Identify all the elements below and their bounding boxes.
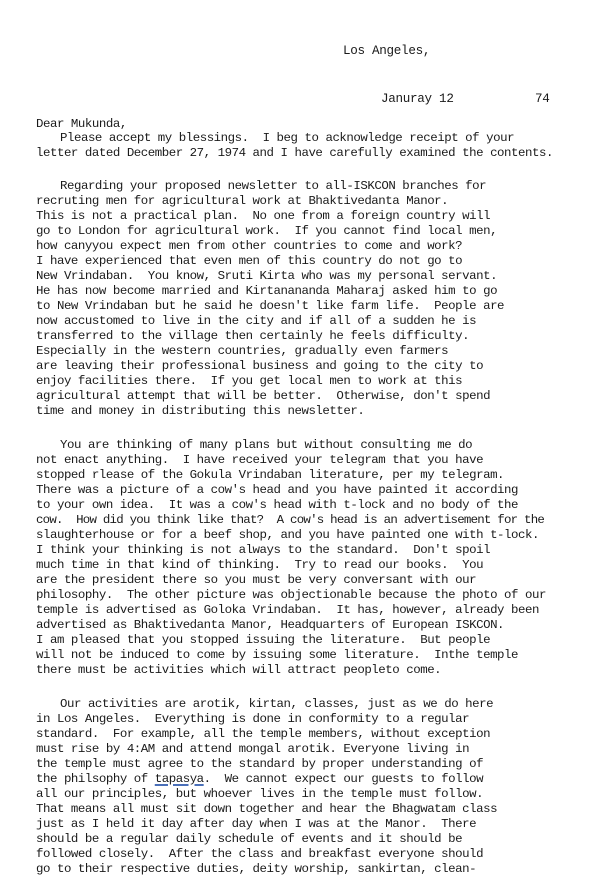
paragraph-3-line: I think your thinking is not always to the standard. Don't spoil <box>36 543 491 557</box>
paragraph-3-line: You are thinking of many plans but without consulting me do <box>60 438 473 452</box>
paragraph-3-line: philosophy. The other picture was objectionable because the photo of our <box>36 588 546 602</box>
paragraph-2-line: enjoy facilities there. If you get local men to work at this <box>36 374 463 388</box>
paragraph-3-line: cow. How did you think like that? A cow's head is an advertisement for the <box>36 513 545 527</box>
paragraph-3-line: to your own idea. It was a cow's head with t-lock and no body of the <box>36 498 519 512</box>
paragraph-2-line: transferred to the village then certainly he feels difficulty. <box>36 329 470 343</box>
paragraph-3-line: I am pleased that you stopped issuing the literature. But people <box>36 633 491 647</box>
paragraph-2-line: Regarding your proposed newsletter to all-ISKCON branches for <box>60 179 487 193</box>
tapasya-underlined-word: tapasya <box>154 772 204 786</box>
paragraph-2-line: He has now become married and Kirtanananda Maharaj asked him to go <box>36 284 498 298</box>
paragraph-4-line: followed closely. After the class and breakfast everyone should <box>36 847 484 861</box>
paragraph-4-line: That means all must sit down together and hear the Bhagwatam class <box>36 802 498 816</box>
paragraph-1-line: Please accept my blessings. I beg to acknowledge receipt of your <box>60 131 515 145</box>
paragraph-2-line: I have experienced that even men of this country do not go to <box>36 254 463 268</box>
paragraph-4-line: in Los Angeles. Everything is done in conformity to a regular <box>36 712 470 726</box>
tapasya-prefix: the philsophy of <box>36 772 155 786</box>
paragraph-4-line: all our principles, but whoever lives in the temple must follow. <box>36 787 484 801</box>
paragraph-4-line: Our activities are arotik, kirtan, classes, just as we do here <box>60 697 494 711</box>
paragraph-3-line: will not be induced to come by issuing some literature. Inthe temple <box>36 648 519 662</box>
letter-date: Januray 12 <box>381 92 454 106</box>
paragraph-2-line: recruting men for agricultural work at Bhaktivedanta Manor. <box>36 194 449 208</box>
letter-place: Los Angeles, <box>343 44 431 58</box>
paragraph-3-line: much time in that kind of thinking. Try to read our books. You <box>36 558 484 572</box>
paragraph-3-line: slaughterhouse or for a beef shop, and you have painted one with t-lock. <box>36 528 539 542</box>
paragraph-4-line: go to their respective duties, deity worship, sankirtan, clean- <box>36 862 477 876</box>
paragraph-4-line: must rise by 4:AM and attend mongal arotik. Everyone living in <box>36 742 470 756</box>
paragraph-4-line: standard. For example, all the temple members, without exception <box>36 727 491 741</box>
paragraph-3-line: advertised as Bhaktivedanta Manor, Headquarters of European ISKCON. <box>36 618 505 632</box>
page-number: 74 <box>535 92 550 106</box>
tapasya-suffix: . We cannot expect our guests to follow <box>203 772 484 786</box>
paragraph-3-line: there must be activities which will attract peopleto come. <box>36 663 442 677</box>
paragraph-4-line: the temple must agree to the standard by proper understanding of <box>36 757 484 771</box>
paragraph-2-line: Especially in the western countries, gradually even farmers <box>36 344 449 358</box>
paragraph-3-line: stopped rlease of the Gokula Vrindaban literature, per my telegram. <box>36 468 505 482</box>
paragraph-2-line: This is not a practical plan. No one from a foreign country will <box>36 209 491 223</box>
paragraph-3-line: temple is advertised as Goloka Vrindaban. It has, however, already been <box>36 603 539 617</box>
paragraph-3-line: There was a picture of a cow's head and you have painted it according <box>36 483 519 497</box>
paragraph-2-line: to New Vrindaban but he said he doesn't like farm life. People are <box>36 299 505 313</box>
paragraph-2-line: time and money in distributing this newsletter. <box>36 404 365 418</box>
salutation: Dear Mukunda, <box>36 117 127 131</box>
paragraph-3-line: are the president there so you must be very conversant with our <box>36 573 477 587</box>
paragraph-2-line: how canyyou expect men from other countries to come and work? <box>36 239 463 253</box>
paragraph-2-line: agricultural attempt that will be better. Otherwise, don't spend <box>36 389 491 403</box>
paragraph-1-line: letter dated December 27, 1974 and I have carefully examined the contents. <box>36 146 553 160</box>
paragraph-4-line: just as I held it day after day when I was at the Manor. There <box>36 817 477 831</box>
paragraph-2-line: now accustomed to live in the city and if all of a sudden he is <box>36 314 477 328</box>
paragraph-4-line <box>36 772 483 788</box>
paragraph-2-line: go to London for agricultural work. If you cannot find local men, <box>36 224 498 238</box>
paragraph-2-line: are leaving their professional business and going to the city to <box>36 359 484 373</box>
paragraph-2-line: New Vrindaban. You know, Sruti Kirta who was my personal servant. <box>36 269 498 283</box>
paragraph-3-line: not enact anything. I have received your telegram that you have <box>36 453 484 467</box>
paragraph-4-line: should be a regular daily schedule of events and it should be <box>36 832 463 846</box>
